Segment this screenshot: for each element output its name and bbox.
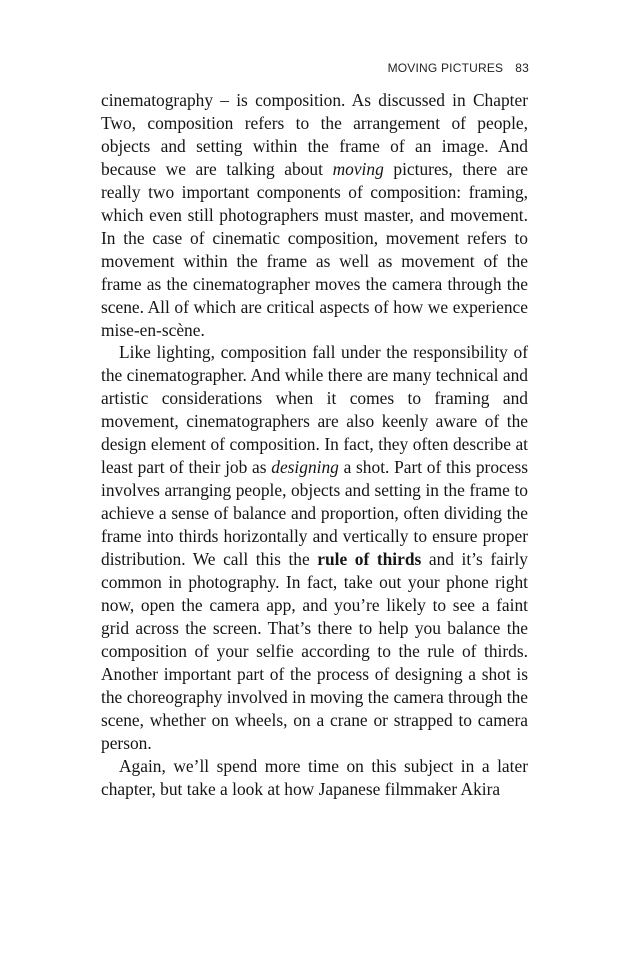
- paragraph-1: [101, 89, 528, 341]
- paragraph-3-text-a: Again, we’ll spend more time on this subject in a later chapter, but take a look at how Japanese filmmaker Akira: [101, 755, 528, 799]
- paragraph-1-text-b: pictures, there are really two important components of composition: framing, which even still photographers must master, and movement. In the case of cinematic composition, movement refers to movement within the frame as well as movement of the frame as the cinematographer moves the camera through the scene. All of which are critical aspects of how we experience mise-en-scène.: [101, 158, 528, 340]
- running-title: MOVING PICTURES: [387, 61, 504, 75]
- paragraph-2-text-b: a shot. Part of this process involves arranging people, objects and setting in the frame to achieve a sense of balance and proportion, often dividing the frame into thirds horizontally and vertically to ensure proper distribution. We call this the: [101, 457, 528, 570]
- paragraph-3: [101, 755, 528, 801]
- paragraph-1-text-a: cinematography – is composition. As discussed in Chapter Two, composition refers to the arrangement of people, objects and setting within the frame of an image. And because we are talking about: [101, 90, 528, 179]
- emphasis-moving: moving: [332, 158, 384, 179]
- paragraph-2: [101, 341, 528, 754]
- paragraph-2-text-c: and it’s fairly common in photography. In fact, take out your phone right now, open the camera app, and you’re likely to see a faint grid across the screen. That’s there to help you balance the composition of your selfie according to the rule of thirds. Another important part of the process of designing a shot is the choreography involved in moving the camera through the scene, whether on wheels, on a crane or strapped to camera person.: [101, 549, 529, 753]
- emphasis-designing: designing: [271, 457, 339, 478]
- paragraph-2-text-a: Like lighting, composition fall under the responsibility of the cinematographer. And while there are many technical and artistic considerations when it comes to framing and movement, cinematographers are also keenly aware of the design element of composition. In fact, they often describe at least part of their job as: [101, 342, 528, 478]
- term-rule-of-thirds: rule of thirds: [317, 549, 422, 570]
- running-header: [388, 61, 529, 75]
- page-number: 83: [515, 61, 529, 75]
- body-text: [101, 89, 528, 801]
